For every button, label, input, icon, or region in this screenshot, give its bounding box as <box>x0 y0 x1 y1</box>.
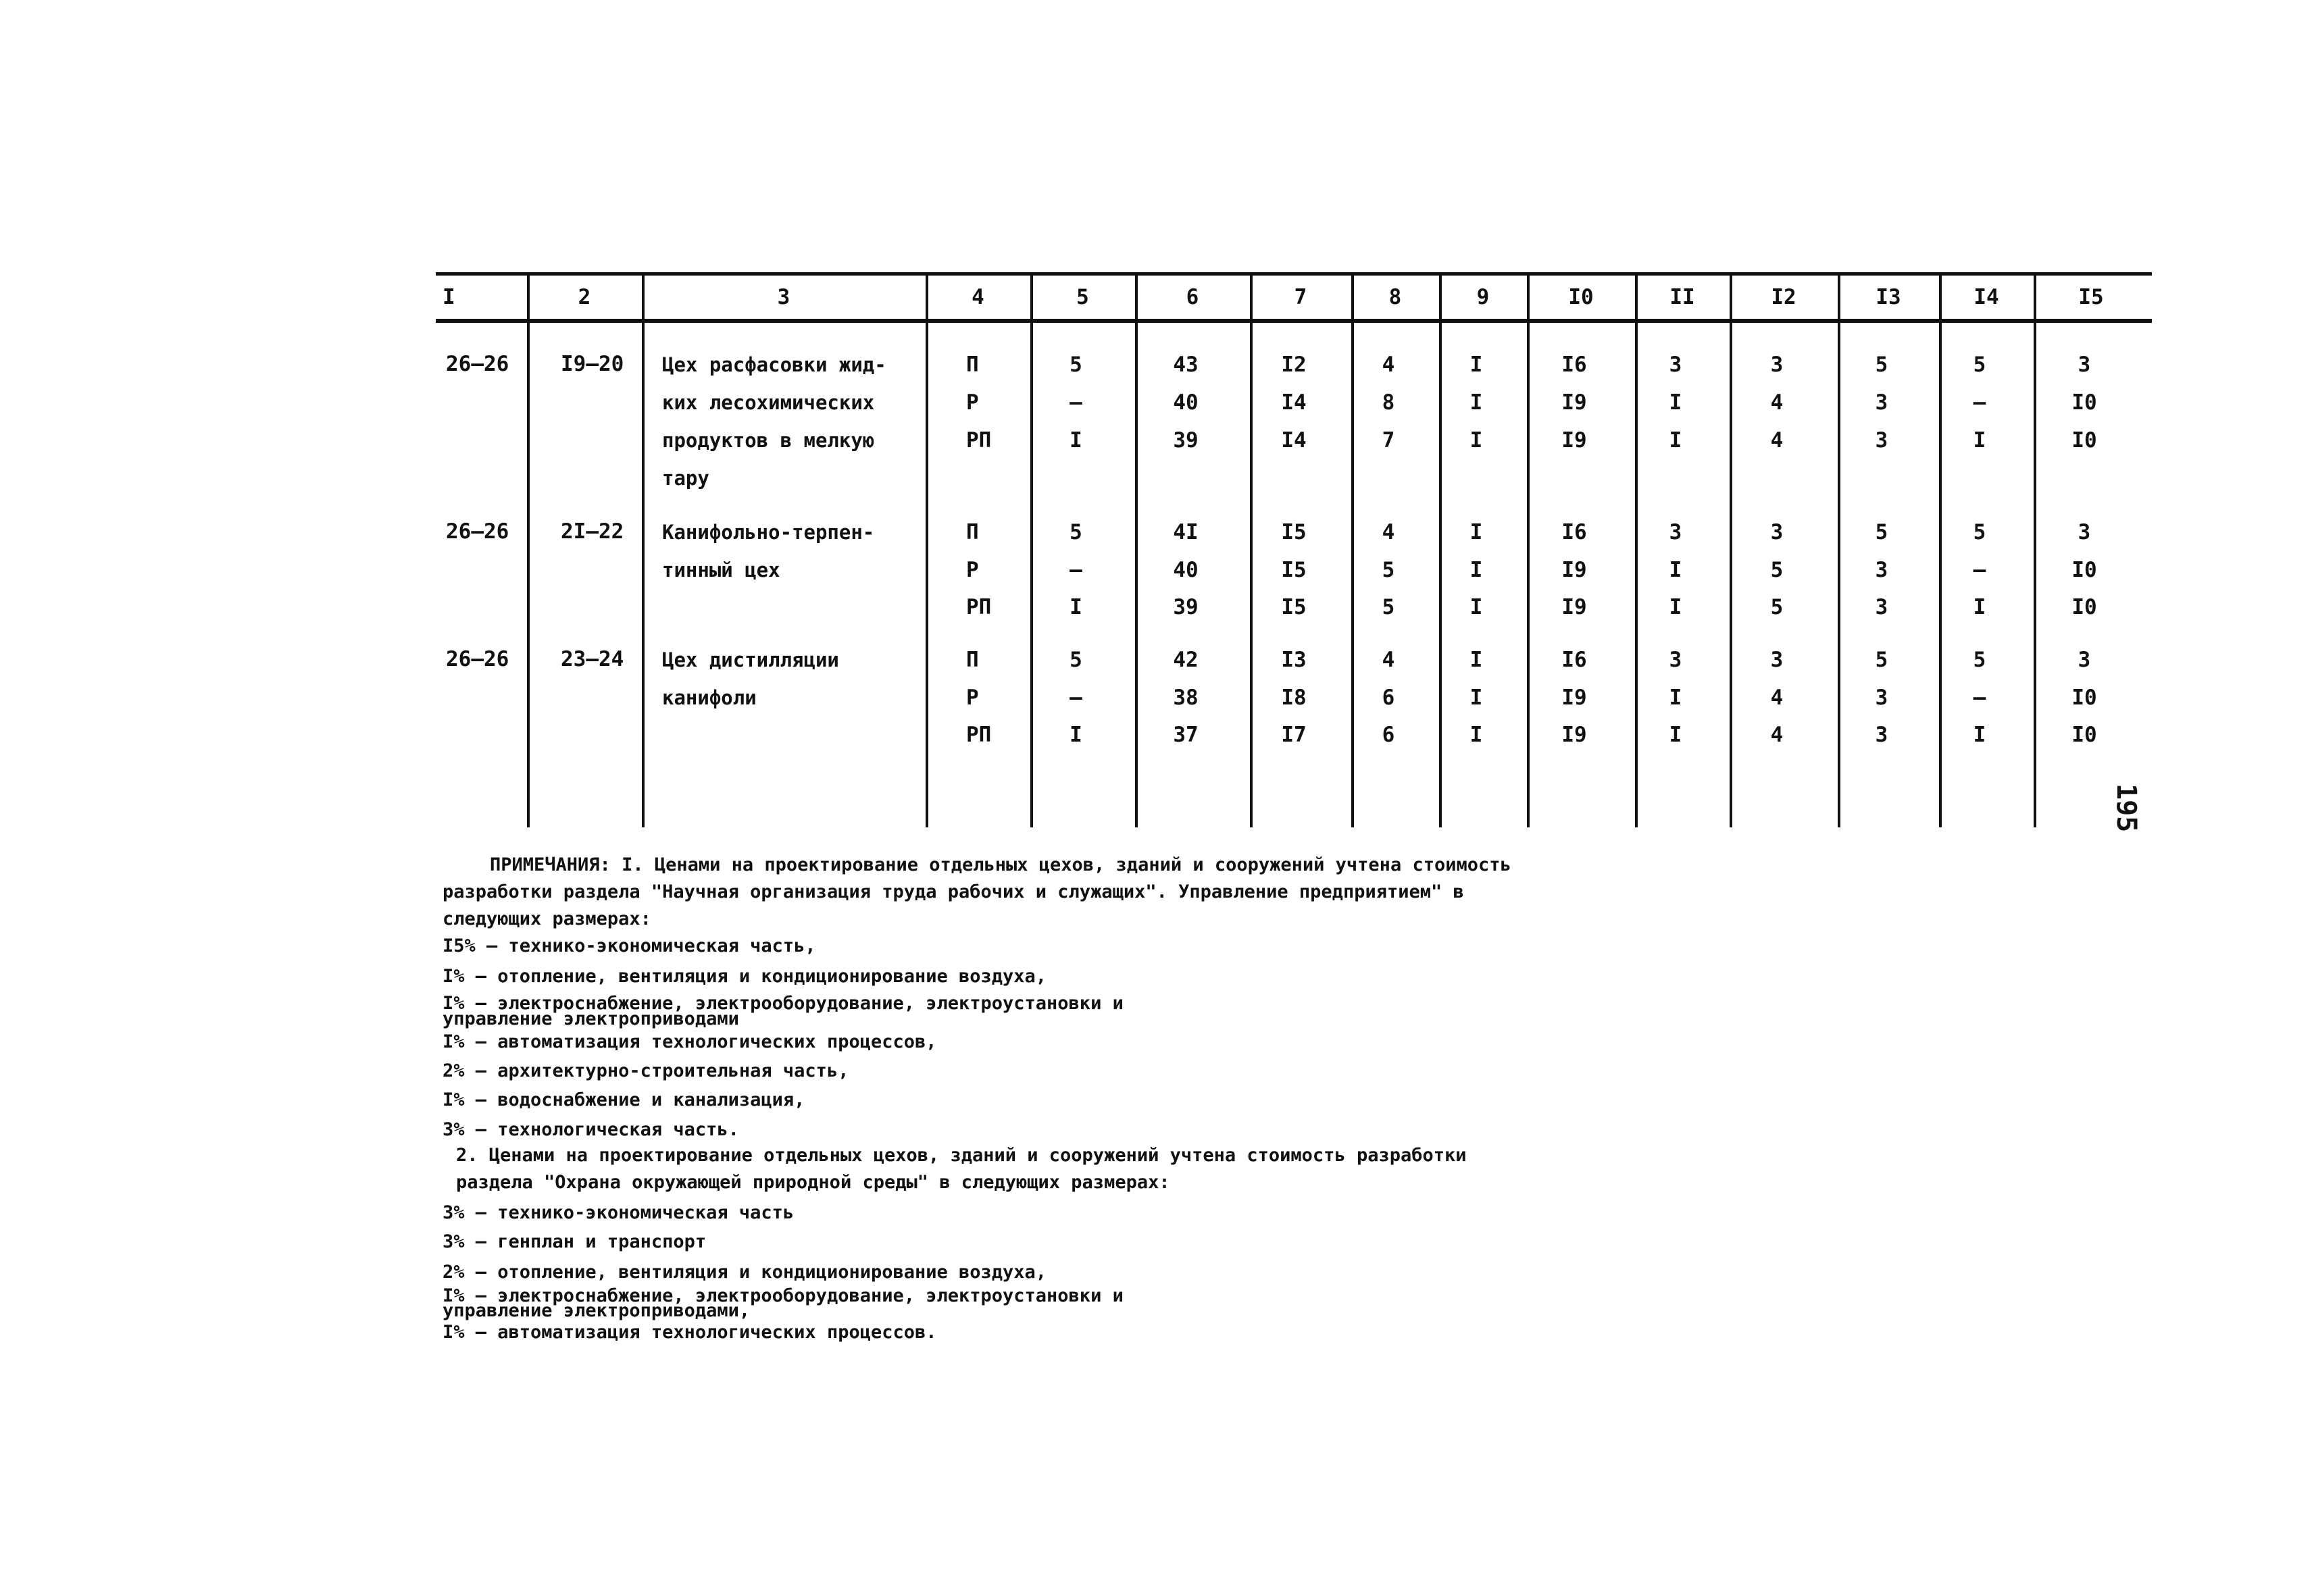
table-cell: – <box>1973 558 1986 582</box>
table-cell: I9 <box>1561 390 1587 415</box>
table-cell: 43 <box>1173 353 1199 377</box>
note-line: I% – электроснабжение, электрооборудование, электроустановки и <box>443 993 1124 1014</box>
note-line: I% – автоматизация технологических процессов, <box>443 1031 937 1052</box>
table-cell: П <box>966 520 979 544</box>
table-cell: РП <box>966 723 992 747</box>
table-cell: I0 <box>2071 390 2097 415</box>
table-cell: I6 <box>1561 520 1587 544</box>
column-header: 6 <box>1186 285 1199 309</box>
table-cell: 5 <box>1973 648 1986 672</box>
table-cell: I <box>1469 595 1483 619</box>
column-header: 4 <box>972 285 984 309</box>
note-line: I% – автоматизация технологических процессов. <box>443 1322 937 1343</box>
table-cell: I0 <box>2071 595 2097 619</box>
table-cell: 3 <box>1875 723 1888 747</box>
section-name-line: Цех дистилляции <box>662 648 839 671</box>
section-name-line: тинный цех <box>662 559 780 582</box>
column-header: 9 <box>1476 285 1490 309</box>
table-column-rule <box>527 274 530 827</box>
table-cell: I9 <box>1561 428 1587 453</box>
table-cell: I <box>1669 428 1682 453</box>
table-cell: I0 <box>2071 686 2097 710</box>
table-cell: П <box>966 353 979 377</box>
column-header: I5 <box>2078 285 2104 309</box>
table-cell: I <box>1469 390 1483 415</box>
note-line: управление электроприводами, <box>443 1300 751 1321</box>
table-cell: I <box>1469 428 1483 453</box>
table-cell: 5 <box>1875 353 1888 377</box>
table-cell: 4 <box>1770 390 1784 415</box>
table-cell: I5 <box>1281 520 1307 544</box>
table-cell: 5 <box>1070 648 1082 672</box>
note-line: I% – отопление, вентиляция и кондиционирование воздуха, <box>443 966 1047 987</box>
table-cell: 4 <box>1770 686 1784 710</box>
column-header: I <box>443 285 455 309</box>
page-number: 195 <box>2111 783 2142 833</box>
table-cell: Р <box>966 686 979 710</box>
note-line: 3% – генплан и транспорт <box>443 1231 707 1252</box>
table-cell: 3 <box>2078 353 2091 377</box>
note-line: I5% – технико-экономическая часть, <box>443 935 816 956</box>
note-line: I% – водоснабжение и канализация, <box>443 1089 805 1110</box>
note-line: 3% – технологическая часть. <box>443 1119 739 1140</box>
column-header: I4 <box>1973 285 1999 309</box>
table-cell: I4 <box>1281 390 1307 415</box>
section-name-line: канифоли <box>662 686 757 709</box>
row-code: 26–26 <box>446 519 509 544</box>
table-cell: I <box>1669 723 1682 747</box>
table-cell: 3 <box>1875 558 1888 582</box>
table-cell: 3 <box>1875 686 1888 710</box>
column-header: 2 <box>578 285 591 309</box>
section-name-line: Цех расфасовки жид- <box>662 353 886 376</box>
row-pages: 2I–22 <box>561 519 624 544</box>
row-pages: 23–24 <box>561 647 624 671</box>
table-cell: 5 <box>1973 520 1986 544</box>
section-name-line: ких лесохимических <box>662 391 875 414</box>
table-cell: I <box>1973 428 1986 453</box>
section-name-line: Канифольно-терпен- <box>662 521 875 544</box>
table-cell: I5 <box>1281 558 1307 582</box>
table-cell: П <box>966 648 979 672</box>
table-cell: 6 <box>1382 723 1395 747</box>
table-cell: I <box>1469 648 1483 672</box>
table-cell: 4 <box>1382 648 1395 672</box>
table-cell: I0 <box>2071 723 2097 747</box>
table-cell: 37 <box>1173 723 1199 747</box>
table-header-rule <box>436 319 2152 323</box>
table-cell: I <box>1669 390 1682 415</box>
table-cell: I9 <box>1561 595 1587 619</box>
table-cell: 38 <box>1173 686 1199 710</box>
table-cell: I <box>1469 520 1483 544</box>
table-cell: 8 <box>1382 390 1395 415</box>
table-cell: I0 <box>2071 428 2097 453</box>
row-code: 26–26 <box>446 647 509 671</box>
note-line: следующих размерах: <box>443 908 651 929</box>
table-column-rule <box>926 274 928 827</box>
table-column-rule <box>642 274 645 827</box>
table-cell: I5 <box>1281 595 1307 619</box>
note-line: раздела "Охрана окружающей природной среды" в следующих размерах: <box>456 1172 1170 1193</box>
column-header: I2 <box>1771 285 1796 309</box>
table-cell: 3 <box>1875 428 1888 453</box>
row-code: 26–26 <box>446 352 509 376</box>
table-cell: 5 <box>1770 595 1784 619</box>
table-cell: 5 <box>1382 558 1395 582</box>
table-cell: – <box>1973 686 1986 710</box>
column-header: 5 <box>1076 285 1089 309</box>
table-cell: 3 <box>1770 353 1784 377</box>
table-cell: 4 <box>1770 723 1784 747</box>
table-cell: 3 <box>1875 390 1888 415</box>
table-cell: I6 <box>1561 648 1587 672</box>
table-cell: I0 <box>2071 558 2097 582</box>
table-cell: I <box>1973 595 1986 619</box>
table-cell: I <box>1669 558 1682 582</box>
table-cell: 4 <box>1382 520 1395 544</box>
table-cell: Р <box>966 558 979 582</box>
table-cell: 3 <box>1669 648 1682 672</box>
note-line: 3% – технико-экономическая часть <box>443 1202 795 1223</box>
note-line: разработки раздела "Научная организация труда рабочих и служащих". Управление предприятием" в <box>443 881 1464 902</box>
table-cell: 5 <box>1875 648 1888 672</box>
column-header: 7 <box>1294 285 1307 309</box>
table-cell: I7 <box>1281 723 1307 747</box>
column-header: 3 <box>777 285 790 309</box>
table-cell: I <box>1469 686 1483 710</box>
table-cell: 5 <box>1770 558 1784 582</box>
section-name-line: продуктов в мелкую <box>662 429 875 452</box>
table-cell: 39 <box>1173 428 1199 453</box>
table-cell: 42 <box>1173 648 1199 672</box>
note-line: управление электроприводами <box>443 1008 739 1029</box>
table-cell: 3 <box>2078 648 2091 672</box>
column-header: II <box>1669 285 1695 309</box>
table-cell: I4 <box>1281 428 1307 453</box>
table-cell: РП <box>966 595 992 619</box>
note-line: 2. Ценами на проектирование отдельных цехов, зданий и сооружений учтена стоимость разработки <box>456 1145 1467 1166</box>
row-pages: I9–20 <box>561 352 624 376</box>
note-line: ПРИМЕЧАНИЯ: I. Ценами на проектирование отдельных цехов, зданий и сооружений учтена стоимость <box>490 854 1511 875</box>
table-cell: 5 <box>1875 520 1888 544</box>
table-cell: I <box>1469 353 1483 377</box>
table-cell: 5 <box>1070 520 1082 544</box>
table-cell: Р <box>966 390 979 415</box>
table-cell: I9 <box>1561 723 1587 747</box>
table-cell: 6 <box>1382 686 1395 710</box>
table-cell: 5 <box>1070 353 1082 377</box>
table-cell: – <box>1070 558 1082 582</box>
table-cell: РП <box>966 428 992 453</box>
note-line: 2% – отопление, вентиляция и кондиционирование воздуха, <box>443 1262 1047 1283</box>
table-cell: I9 <box>1561 686 1587 710</box>
table-cell: 3 <box>1669 520 1682 544</box>
table-cell: 5 <box>1382 595 1395 619</box>
table-cell: I2 <box>1281 353 1307 377</box>
table-cell: 3 <box>1875 595 1888 619</box>
column-header: I0 <box>1568 285 1594 309</box>
table-cell: 3 <box>2078 520 2091 544</box>
table-cell: – <box>1973 390 1986 415</box>
table-cell: I8 <box>1281 686 1307 710</box>
table-cell: I <box>1070 428 1082 453</box>
table-cell: I <box>1070 595 1082 619</box>
table-cell: 7 <box>1382 428 1395 453</box>
table-cell: I <box>1669 686 1682 710</box>
table-top-rule <box>436 272 2152 276</box>
table-cell: 3 <box>1770 520 1784 544</box>
table-cell: 40 <box>1173 390 1199 415</box>
table-cell: I3 <box>1281 648 1307 672</box>
table-cell: 40 <box>1173 558 1199 582</box>
column-header: 8 <box>1388 285 1402 309</box>
table-cell: I <box>1469 558 1483 582</box>
table-cell: – <box>1070 686 1082 710</box>
table-cell: I9 <box>1561 558 1587 582</box>
table-cell: I <box>1669 595 1682 619</box>
section-name-line: тару <box>662 467 709 490</box>
table-cell: I <box>1070 723 1082 747</box>
table-cell: 4I <box>1173 520 1199 544</box>
table-cell: I <box>1973 723 1986 747</box>
table-cell: 4 <box>1770 428 1784 453</box>
table-cell: – <box>1070 390 1082 415</box>
table-cell: 5 <box>1973 353 1986 377</box>
table-cell: 3 <box>1669 353 1682 377</box>
note-line: I% – электроснабжение, электрооборудование, электроустановки и <box>443 1285 1124 1306</box>
note-line: 2% – архитектурно-строительная часть, <box>443 1060 849 1081</box>
table-cell: I6 <box>1561 353 1587 377</box>
table-cell: 3 <box>1770 648 1784 672</box>
column-header: I3 <box>1876 285 1901 309</box>
table-cell: I <box>1469 723 1483 747</box>
table-cell: 39 <box>1173 595 1199 619</box>
table-cell: 4 <box>1382 353 1395 377</box>
